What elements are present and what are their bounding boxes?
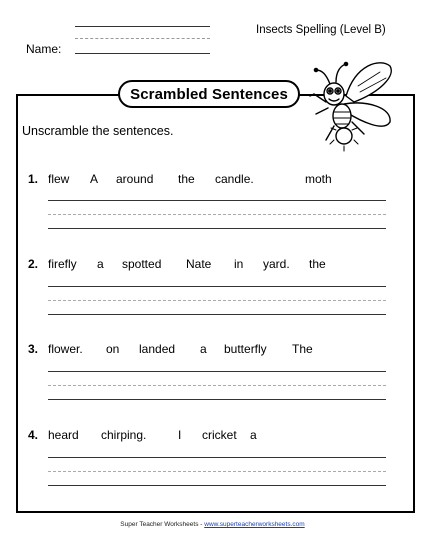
q3-word-1: flower. [48,342,83,356]
q1-word-4: the [178,172,195,186]
header-dash-line [75,38,210,39]
q3-word-3: landed [139,342,176,356]
q2-word-6: yard. [263,257,290,271]
q3-word-6: The [292,342,313,356]
footer-publisher: Super Teacher Worksheets [120,521,199,528]
firefly-icon [306,56,398,152]
q2-answer-line-top[interactable] [48,286,386,287]
q2-word-7: the [309,257,326,271]
footer-website-link[interactable]: www.superteacherworksheets.com [204,521,305,528]
worksheet-subject: Insects Spelling (Level B) [256,24,386,36]
q4-word-2: chirping. [101,428,147,442]
q2-answer-line-bottom[interactable] [48,314,386,315]
q3-answer-line-top[interactable] [48,371,386,372]
q2-word-1: firefly [48,257,77,271]
q3-answer-line-mid [48,385,386,386]
q1-word-6: moth [305,172,332,186]
q4-answer-line-top[interactable] [48,457,386,458]
question-4-number: 4. [28,428,39,442]
header-line-top [75,26,210,27]
q4-word-5: a [250,428,257,442]
footer-separator: - [198,521,205,528]
q4-word-3: I [178,428,182,442]
q1-answer-line-top[interactable] [48,200,386,201]
q1-answer-line-mid [48,214,386,215]
q4-word-4: cricket [202,428,237,442]
q4-answer-line-bottom[interactable] [48,485,386,486]
q1-word-5: candle. [215,172,254,186]
q3-word-2: on [106,342,120,356]
worksheet-title: Scrambled Sentences [118,80,300,108]
q4-word-1: heard [48,428,79,442]
question-3-number: 3. [28,342,39,356]
q3-word-5: butterfly [224,342,267,356]
question-2-number: 2. [28,257,39,271]
q4-answer-line-mid [48,471,386,472]
q2-word-3: spotted [122,257,162,271]
footer [0,521,425,528]
instructions: Unscramble the sentences. [22,124,174,138]
q2-word-5: in [234,257,244,271]
q2-word-4: Nate [186,257,212,271]
name-label: Name: [26,42,62,56]
q3-word-4: a [200,342,207,356]
name-input-line[interactable] [75,53,210,54]
q2-word-2: a [97,257,104,271]
q1-answer-line-bottom[interactable] [48,228,386,229]
worksheet-frame [16,94,415,513]
q1-word-1: flew [48,172,70,186]
q3-answer-line-bottom[interactable] [48,399,386,400]
question-1-number: 1. [28,172,39,186]
q1-word-3: around [116,172,154,186]
q2-answer-line-mid [48,300,386,301]
q1-word-2: A [90,172,99,186]
